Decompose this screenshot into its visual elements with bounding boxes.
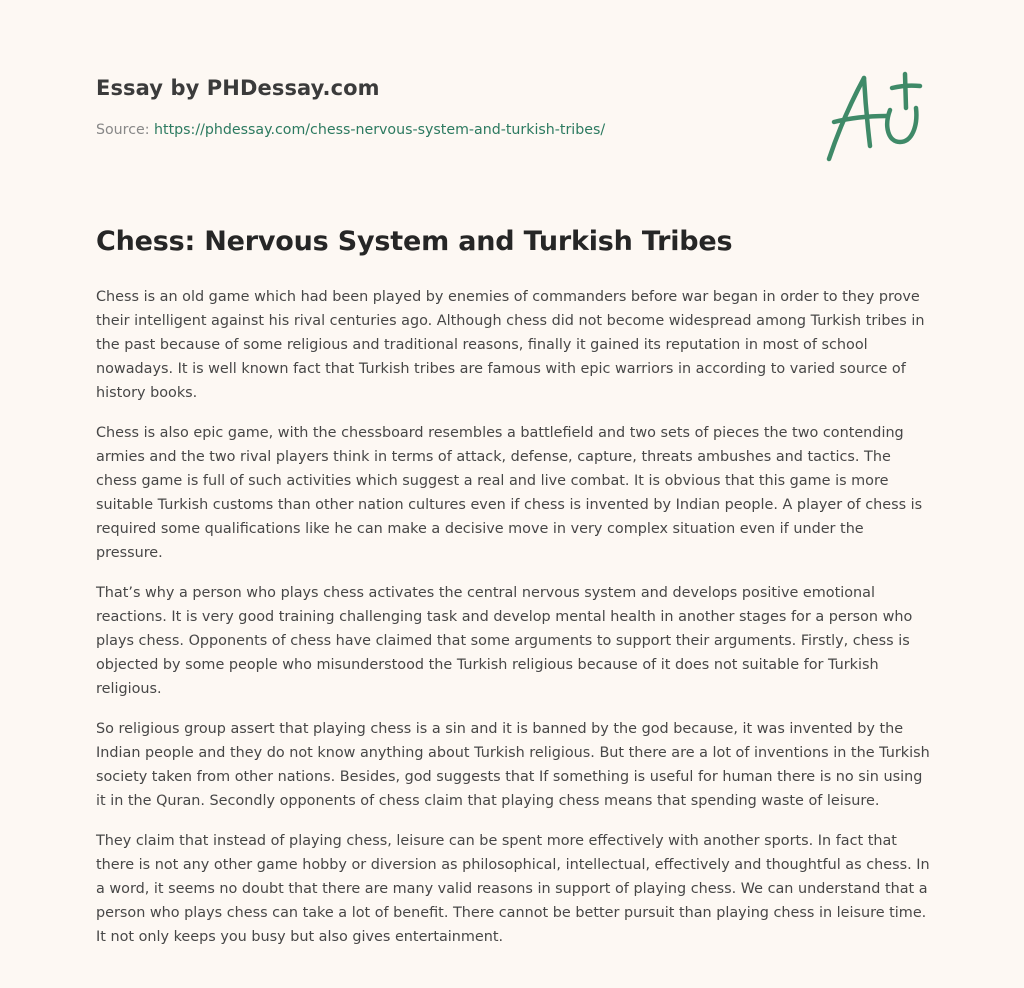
paragraph: Chess is also epic game, with the chessboard resembles a battlefield and two sets of pieces the two contending armies and the two rival players think in terms of attack, defense, capture, threats ambushes and tactics. The chess game is full of such activities which suggest a real and live combat. It is obvious that this game is more suitable Turkish customs than other nation cultures even if chess is invented by Indian people. A player of chess is required some qualifications like he can make a decisive move in very complex situation even if under the pressure. [96,425,923,561]
a-plus-grade-icon [820,66,930,166]
essay-title: Chess: Nervous System and Turkish Tribes [96,226,733,257]
paragraph: Chess is an old game which had been played by enemies of commanders before war began in order to they prove their intelligent against his rival centuries ago. Although chess did not become widespread among Turkish tribes in the past because of some religious and traditional reasons, finally it gained its reputation in most of school nowadays. It is well known fact that Turkish tribes are famous with epic warriors in according to varied source of history books. [96,289,925,401]
source-link[interactable]: https://phdessay.com/chess-nervous-system-and-turkish-tribes/ [154,122,606,138]
paragraph: So religious group assert that playing chess is a sin and it is banned by the god because, it was invented by the Indian people and they do not know anything about Turkish religious. But there are a lot of inventions in the Turkish society taken from other nations. Besides, god suggests that If something is useful for human there is no sin using it in the Quran. Secondly opponents of chess claim that playing chess means that spending waste of leisure. [96,721,930,809]
source-line [96,122,796,138]
site-title: Essay by PHDessay.com [96,76,380,100]
source-label: Source: [96,122,155,138]
paragraph: That’s why a person who plays chess activates the central nervous system and develops positive emotional reactions. It is very good training challenging task and develop mental health in another stages for a person who plays chess. Opponents of chess have claimed that some arguments to support their arguments. Firstly, chess is objected by some people who misunderstood the Turkish religious because of it does not suitable for Turkish religious. [96,585,913,697]
essay-body [96,285,930,965]
essay-header [96,76,796,138]
paragraph: They claim that instead of playing chess, leisure can be spent more effectively with another sports. In fact that there is not any other game hobby or diversion as philosophical, intellectual, effectively and thoughtful as chess. In a word, it seems no doubt that there are many valid reasons in support of playing chess. We can understand that a person who plays chess can take a lot of benefit. There cannot be better pursuit than playing chess in leisure time. It not only keeps you busy but also gives entertainment. [96,833,930,945]
